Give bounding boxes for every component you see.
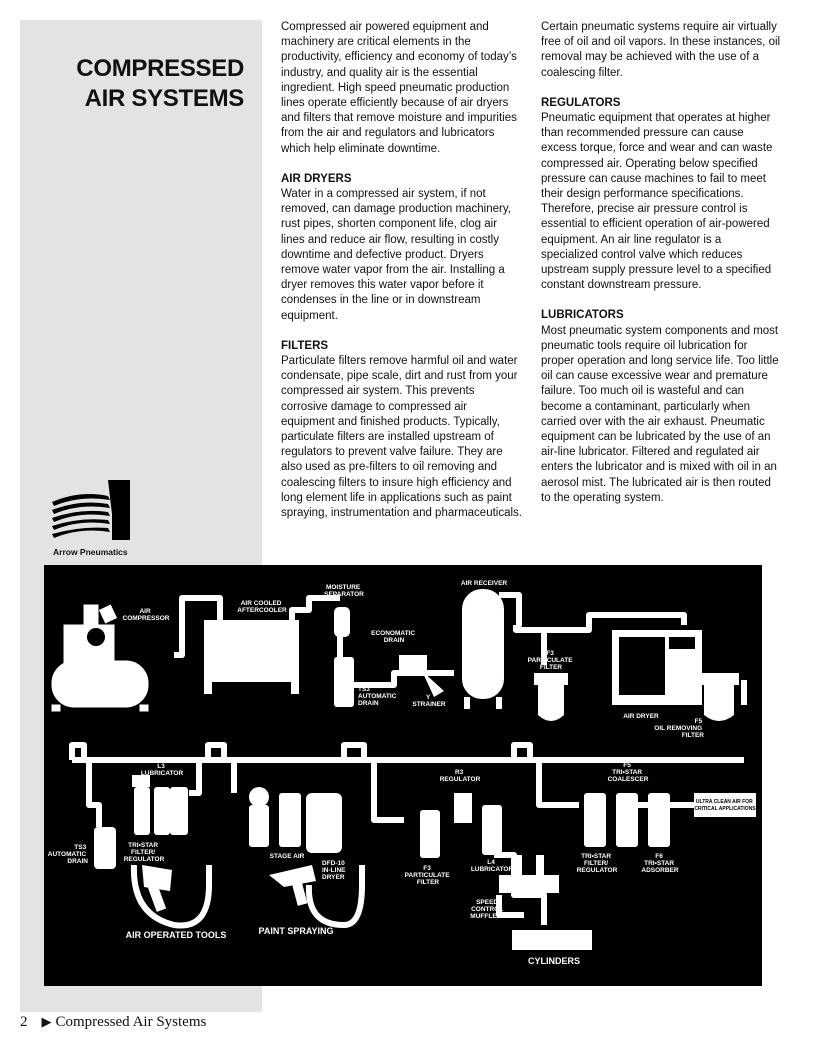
label-moisture-separator: MOISTURE SEPARATOR: [324, 584, 364, 598]
title-line-2: AIR SYSTEMS: [84, 85, 244, 112]
f5-f6-right-group: [584, 793, 670, 847]
filters-heading: FILTERS: [281, 339, 329, 352]
label-y-strainer: Y STRAINER: [412, 694, 446, 708]
label-tristar-filter-reg-right: TRI•STAR FILTER/ REGULATOR: [576, 853, 618, 874]
f3-particulate-filter-top: [534, 673, 568, 721]
cylinders: [512, 930, 592, 950]
ultra-clean-box: [694, 793, 756, 817]
filters-body: Particulate filters remove harmful oil and water condensate, pipe scale, dirt and rust from your compressed air system. This prevents corrosive damage to compressed air equipment and finished products. Typically, particulate filters are installed upstream of regulators to prevent valve failure. They are also used as pre-filters to oil removing and coalescing filters to insure high efficiency and long element life in applications such as paint spraying, instrumentation and pharmaceuticals.: [281, 355, 522, 520]
label-speed-control: SPEED CONTROL MUFFLERS: [470, 899, 506, 920]
label-f6: F6 TRI•STAR ADSORBER: [641, 853, 679, 874]
label-paint-spraying: PAINT SPRAYING: [258, 926, 334, 936]
text-column-1: [281, 20, 523, 536]
pipe-branch-cyl: [514, 745, 579, 805]
speed-control-mufflers: [499, 855, 559, 893]
r3-f3-l4-group: [420, 793, 502, 858]
label-stage-air: STAGE AIR: [269, 853, 305, 860]
label-l4: L4 LUBRICATOR: [470, 859, 514, 873]
regulators-heading: REGULATORS: [541, 96, 621, 109]
label-r3: R3 REGULATOR: [439, 769, 481, 783]
pipe-branch-tools: [189, 760, 199, 793]
label-economatic-drain: ECONOMATIC DRAIN: [371, 630, 416, 644]
label-cylinders: CYLINDERS: [527, 956, 581, 966]
moisture-separator: [334, 607, 354, 707]
label-f3-top: F3 PARTICULATE FILTER: [527, 650, 573, 671]
f5-oil-removing-filter: [699, 673, 739, 721]
pipe-drop-left: [89, 760, 99, 827]
text-column-2: [541, 20, 781, 521]
pipe-branch-paint: [344, 745, 404, 820]
label-tristar-filter-reg-left: TRI•STAR FILTER/ REGULATOR: [123, 842, 165, 863]
label-ts3-drain-top: TS3 AUTOMATIC DRAIN: [358, 686, 397, 707]
logo-wordmark: Arrow Pneumatics: [53, 547, 128, 557]
arrow-right-icon: ▶: [41, 1014, 52, 1029]
label-dfd10: DFD-10 IN-LINE DRYER: [322, 860, 346, 881]
lubricators-heading: LUBRICATORS: [541, 309, 624, 322]
air-dryers-heading: AIR DRYERS: [281, 172, 352, 185]
page-title: [26, 54, 244, 114]
label-air-operated-tools: AIR OPERATED TOOLS: [125, 930, 227, 940]
label-aftercooler: AIR COOLED AFTERCOOLER: [237, 600, 287, 614]
air-receiver: [462, 589, 504, 709]
air-dryer: [612, 630, 702, 705]
aftercooler: [204, 620, 299, 682]
page-number: 2: [20, 1014, 28, 1030]
regulators-body: Pneumatic equipment that operates at higher than recommended pressure can cause excess torque, force and wear and can waste compressed air. Operating below specified pressure can cause machines to fail to meet their design performance specifications. Therefore, precise air pressure control is essential to efficient operation of air-powered equipment. An air line regulator is a specialized control valve which reduces upstream supply pressure level to a specified constant downstream pressure.: [541, 112, 773, 292]
label-f5-oil-removing: F5 OIL REMOVING FILTER: [654, 718, 704, 739]
label-ts3-drain-left: TS3 AUTOMATIC DRAIN: [47, 844, 88, 865]
stage-air-group: [249, 787, 342, 853]
air-dryers-body: Water in a compressed air system, if not removed, can damage production machinery, rust pipes, shorten component life, clog air lines and reduce air flow, resulting in costly downtime and defective product. Dryers remove water vapor from the air. Installing a dryer removes this water vapor before it condenses in the line or in downstream equipment.: [281, 188, 511, 322]
pipe-aftercooler-separator: [292, 598, 340, 620]
pipe-branch-stage: [208, 745, 234, 793]
page-footer: [20, 1014, 206, 1031]
footer-section-title: Compressed Air Systems: [55, 1014, 207, 1030]
label-l3: L3 LUBRICATOR: [140, 763, 184, 777]
system-diagram: [44, 565, 762, 986]
label-ultra-clean: ULTRA CLEAN AIR FOR CRITICAL APPLICATIONS: [694, 799, 756, 812]
label-air-receiver: AIR RECEIVER: [460, 580, 508, 587]
coalescing-paragraph: Certain pneumatic systems require air virtually free of oil and oil vapors. In these instances, oil removal may be achieved with the use of a coalescing filter.: [541, 21, 781, 79]
label-air-compressor: AIR COMPRESSOR: [122, 608, 170, 622]
label-f3-bottom: F3 PARTICULATE FILTER: [404, 865, 450, 886]
label-air-dryer: AIR DRYER: [623, 713, 659, 720]
lubricators-body: Most pneumatic system components and most pneumatic tools require oil lubrication for proper operation and long service life. Too little oil can cause excessive wear and premature failure. Too much oil is wasteful and can become a contaminant, particularly when carried over with the air exhaust. Pneumatic equipment can be lubricated by the use of an air-line lubricator. Filtered and regulated air enters the lubricator and is mixed with oil in an aerosol mist. The lubricated air is then routed to the operating system.: [541, 324, 779, 504]
label-f5-coalescer: F5 TRI•STAR COALESCER: [607, 762, 649, 783]
intro-paragraph: Compressed air powered equipment and machinery are critical elements in the productivity, efficiency and economy of today’s industry, and quality air is the essential ingredient. High speed pneumatic production lines operate efficiently because of air dryers and filters that remove moisture and impurities from the air and regulators and lubricators which help eliminate downtime.: [281, 21, 517, 155]
title-line-1: COMPRESSED: [76, 55, 244, 82]
